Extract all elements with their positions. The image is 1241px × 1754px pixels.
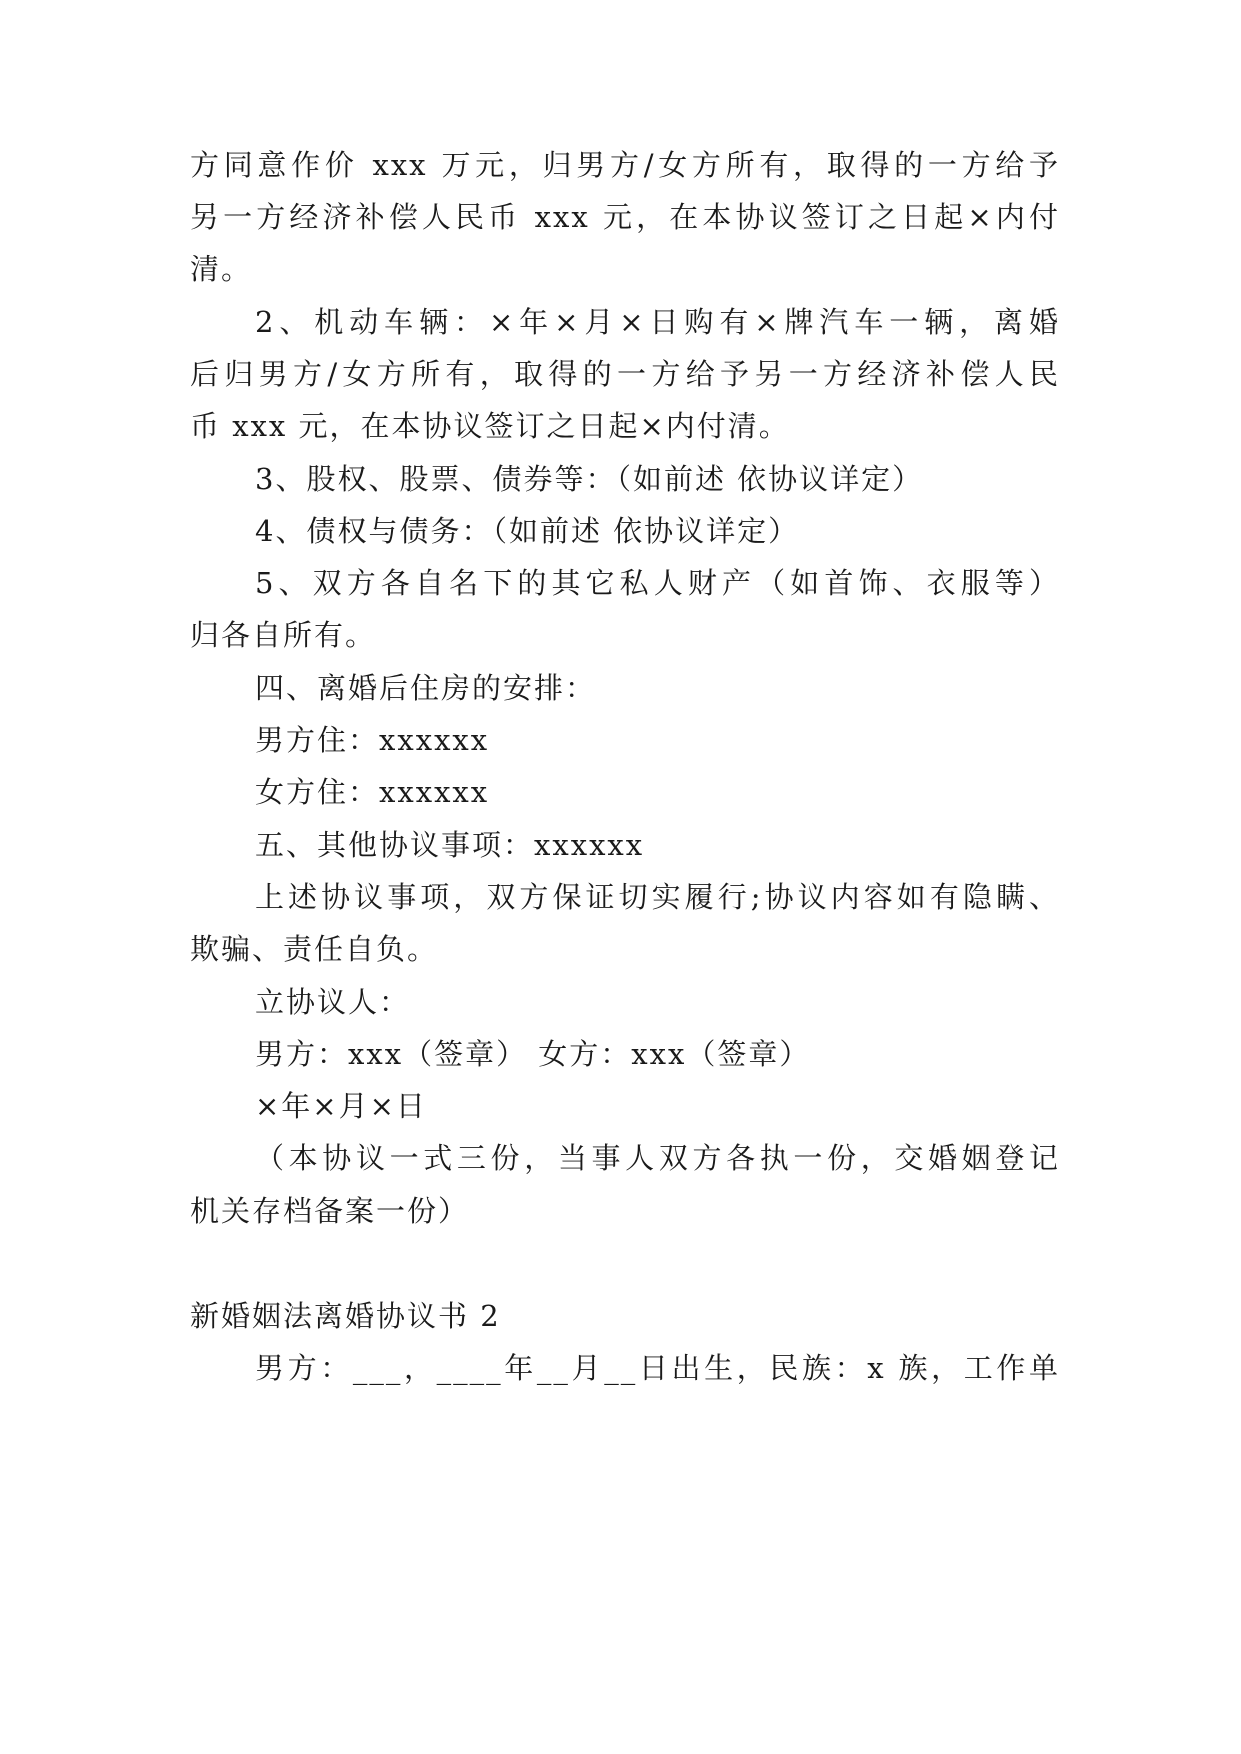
paragraph-line: 后归男方/女方所有，取得的一方给予另一方经济补偿人民 bbox=[190, 357, 1060, 391]
paragraph-line: 4、债权与债务：（如前述 依协议详定） bbox=[255, 514, 800, 548]
paragraph-line: （本协议一式三份，当事人双方各执一份，交婚姻登记 bbox=[255, 1141, 1060, 1175]
paragraph-line: 归各自所有。 bbox=[190, 618, 377, 652]
date-line: ×年×月×日 bbox=[255, 1089, 427, 1123]
section-heading: 五、其他协议事项：xxxxxx bbox=[255, 828, 645, 862]
paragraph-line: 男方：___，____年__月__日出生，民族：x 族，工作单 bbox=[255, 1351, 1060, 1385]
paragraph-line: 5、双方各自名下的其它私人财产（如首饰、衣服等） bbox=[255, 566, 1060, 600]
paragraph-line: 币 xxx 元，在本协议签订之日起×内付清。 bbox=[190, 409, 790, 443]
section-heading: 四、离婚后住房的安排： bbox=[255, 671, 597, 705]
document-title: 新婚姻法离婚协议书 2 bbox=[190, 1299, 501, 1333]
paragraph-line: 2、机动车辆：×年×月×日购有×牌汽车一辆，离婚 bbox=[255, 305, 1060, 339]
paragraph-line: 另一方经济补偿人民币 xxx 元，在本协议签订之日起×内付 bbox=[190, 200, 1060, 234]
signature-line: 男方：xxx（签章） 女方：xxx（签章） bbox=[255, 1037, 811, 1071]
paragraph-line: 机关存档备案一份） bbox=[190, 1194, 470, 1228]
paragraph-line: 女方住：xxxxxx bbox=[255, 775, 490, 809]
paragraph-line: 欺骗、责任自负。 bbox=[190, 932, 439, 966]
signature-label: 立协议人： bbox=[255, 985, 411, 1019]
paragraph-line: 男方住：xxxxxx bbox=[255, 723, 490, 757]
paragraph-line: 上述协议事项，双方保证切实履行;协议内容如有隐瞒、 bbox=[255, 880, 1060, 914]
paragraph-line: 方同意作价 xxx 万元，归男方/女方所有，取得的一方给予 bbox=[190, 148, 1060, 182]
paragraph-line: 3、股权、股票、债券等：（如前述 依协议详定） bbox=[255, 462, 924, 496]
paragraph-line: 清。 bbox=[190, 252, 253, 286]
